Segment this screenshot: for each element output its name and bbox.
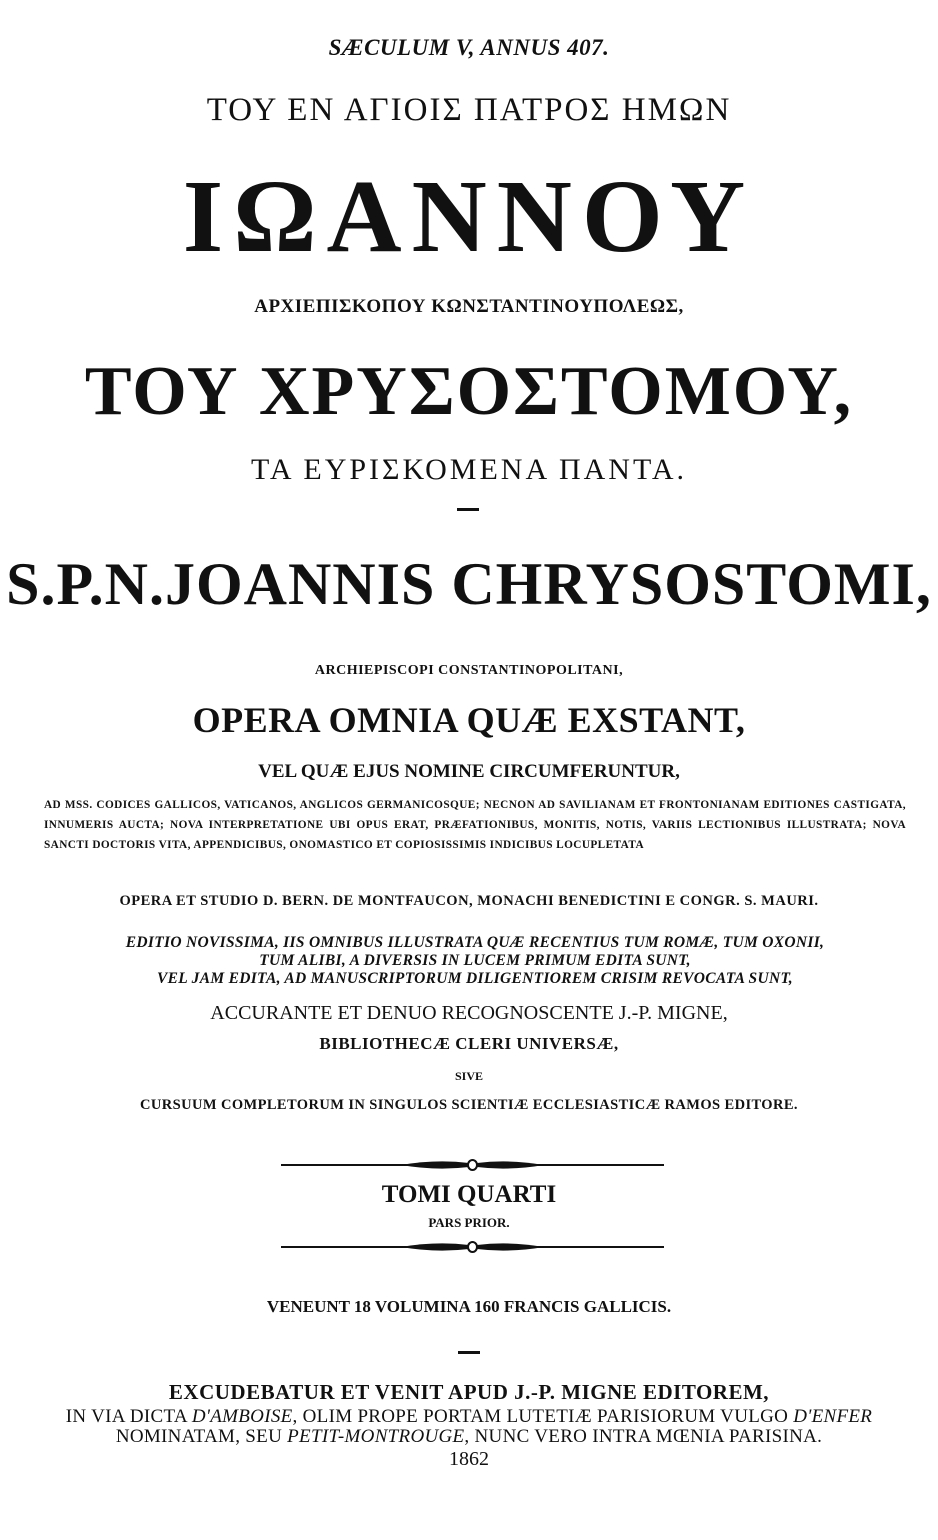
editio-line-2: TUM ALIBI, A DIVERSIS IN LUCEM PRIMUM EDITA SUNT,	[259, 952, 691, 969]
saeculum-line: SÆCULUM V, ANNUS 407.	[328, 35, 610, 60]
price-line: VENEUNT 18 VOLUMINA 160 FRANCIS GALLICIS.	[266, 1297, 672, 1316]
greek-archbishop-line: ΑΡΧΙΕΠΙΣΚΟΠΟΥ ΚΩΝΣΤΑΝΤΙΝΟΥΠΟΛΕΩΣ,	[254, 296, 684, 317]
editio-line-3: VEL JAM EDITA, AD MANUSCRIPTORUM DILIGENTIOREM CRISIM REVOCATA SUNT,	[157, 970, 793, 987]
imprint-nominatam-line	[0, 1427, 938, 1446]
greek-ta-euriskomena-line: ΤΑ ΕΥΡΙΣΚΟΜΕΝΑ ΠΑΝΤΑ.	[250, 453, 688, 486]
imprint-address-line	[0, 1407, 938, 1426]
vel-quae-line: VEL QUÆ EJUS NOMINE CIRCUMFERUNTUR,	[258, 761, 680, 782]
imprint-publisher-line: EXCUDEBATUR ET VENIT APUD J.-P. MIGNE EDITOREM,	[168, 1380, 770, 1404]
opera-omnia-heading: OPERA OMNIA QUÆ EXSTANT,	[192, 700, 746, 740]
publication-year: 1862	[449, 1448, 489, 1470]
volume-part: PARS PRIOR.	[428, 1215, 510, 1230]
accurante-line: ACCURANTE ET DENUO RECOGNOSCENTE J.-P. MIGNE,	[210, 1002, 728, 1024]
volume-title: TOMI QUARTI	[381, 1181, 557, 1208]
editio-line-1: EDITIO NOVISSIMA, IIS OMNIBUS ILLUSTRATA QUÆ RECENTIUS TUM ROMÆ, TUM OXONII,	[125, 934, 825, 951]
description-paragraph: AD MSS. CODICES GALLICOS, VATICANOS, ANGLICOS GERMANICOSQUE; NECNON AD SAVILIANAM ET FRONTONIANAM EDITIONES CASTIGATA, INNUMERIS AUCTA; NOVA INTERPRETATIONE UBI OPUS ERAT, PRÆFATIONIBUS, MONITIS, NOTIS, VARIIS LECTIONIBUS ILLUSTRATA; NOVA SANCTI DOCTORIS VITA, APPENDICIBUS, ONOMASTICO ET COPIOSISSIMIS INDICIBUS LOCUPLETATA	[44, 799, 906, 851]
separator-dash	[457, 508, 479, 511]
place-name-petit-montrouge: PETIT-MONTROUGE	[287, 1426, 465, 1447]
latin-archbishop-line: ARCHIEPISCOPI CONSTANTINOPOLITANI,	[314, 663, 624, 678]
latin-main-title: S.P.N.JOANNIS CHRYSOSTOMI,	[6, 551, 932, 617]
ornamental-rule-top	[281, 1158, 664, 1172]
separator-dash-bottom	[458, 1351, 480, 1354]
street-name-amboise: D'AMBOISE	[191, 1406, 293, 1427]
street-name-enfer: D'ENFER	[793, 1406, 873, 1427]
bibliothecae-line: BIBLIOTHECÆ CLERI UNIVERSÆ,	[319, 1034, 619, 1053]
nominatam-text-1: NOMINATAM, SEU	[115, 1426, 288, 1447]
greek-chrysostom-title: ΤΟΥ ΧΡΥΣΟΣΤΟΜΟΥ,	[84, 353, 854, 430]
greek-subtitle-line: ΤΟΥ ΕΝ ΑΓΙΟΙΣ ΠΑΤΡΟΣ ΗΜΩΝ	[206, 92, 732, 128]
cursuum-line: CURSUUM COMPLETORUM IN SINGULOS SCIENTIÆ ECCLESIASTICÆ RAMOS EDITORE.	[140, 1097, 798, 1113]
opera-studio-line: OPERA ET STUDIO D. BERN. DE MONTFAUCON, MONACHI BENEDICTINI E CONGR. S. MAURI.	[119, 893, 819, 909]
address-text-2: , OLIM PROPE PORTAM LUTETIÆ PARISIORUM VULGO	[292, 1406, 794, 1427]
ornamental-rule-bottom	[281, 1240, 664, 1254]
address-text-1: IN VIA DICTA	[65, 1406, 192, 1427]
sive-line: SIVE	[454, 1069, 483, 1083]
greek-main-title: ΙΩΑΝΝΟΥ	[182, 159, 756, 274]
editio-paragraph	[44, 934, 906, 988]
nominatam-text-2: , NUNC VERO INTRA MŒNIA PARISINA.	[464, 1426, 823, 1447]
